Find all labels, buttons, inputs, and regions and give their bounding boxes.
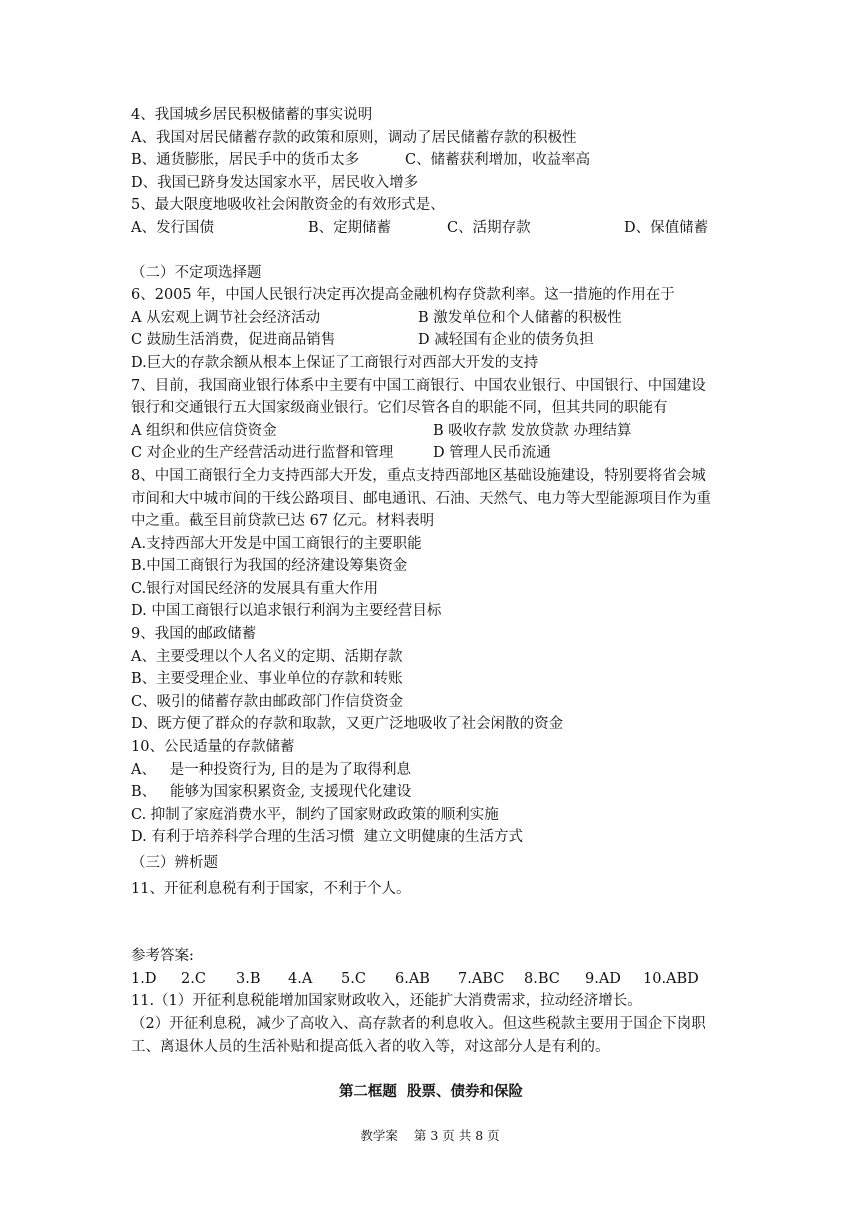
q9-option-d: D、既方便了群众的存款和取款，又更广泛地吸收了社会闲散的资金 bbox=[131, 716, 564, 733]
q6-option-d: D 减轻国有企业的债务负担 bbox=[418, 332, 594, 349]
q5-option-d: D、保值储蓄 bbox=[624, 219, 709, 236]
q7-option-b: B 吸收存款 发放贷款 办理结算 bbox=[433, 422, 632, 439]
q11-stem: 11、开征利息税有利于国家，不利于个人。 bbox=[131, 880, 411, 897]
q10-option-d: D. 有利于培养科学合理的生活习惯 建立文明健康的生活方式 bbox=[131, 829, 524, 846]
q10-option-c: C. 抑制了家庭消费水平，制约了国家财政政策的顺利实施 bbox=[131, 806, 499, 823]
q5-options bbox=[131, 217, 731, 240]
q9-stem: 9、我国的邮政储蓄 bbox=[131, 626, 257, 643]
q7-options-cd bbox=[131, 442, 731, 465]
answer-item: 4.A bbox=[288, 970, 313, 987]
q7-stem-line1: 7、目前，我国商业银行体系中主要有中国工商银行、中国农业银行、中国银行、中国建设 bbox=[131, 377, 706, 394]
answer-item: 6.AB bbox=[395, 970, 430, 987]
q9-option-b: B、主要受理企业、事业单位的存款和转账 bbox=[131, 671, 403, 688]
page-footer bbox=[0, 1126, 860, 1144]
q4-option-d: D、我国已跻身发达国家水平，居民收入增多 bbox=[131, 174, 419, 191]
answer-item: 8.BC bbox=[524, 970, 560, 987]
q6-options-cd bbox=[131, 329, 731, 352]
q8-option-d: D. 中国工商银行以追求银行利润为主要经营目标 bbox=[131, 603, 442, 620]
q8-stem-line1: 8、中国工商银行全力支持西部大开发，重点支持西部地区基础设施建设，特别要将省会城 bbox=[131, 467, 706, 484]
q9-option-c: C、吸引的储蓄存款由邮政部门作信贷资金 bbox=[131, 693, 404, 710]
q10-stem: 10、公民适量的存款储蓄 bbox=[131, 739, 295, 756]
q5-option-c: C、活期存款 bbox=[447, 219, 531, 236]
q5-stem: 5、最大限度地吸收社会闲散资金的有效形式是、 bbox=[131, 197, 445, 214]
answers-heading: 参考答案: bbox=[131, 948, 194, 965]
footer-page-number: 第 3 页 共 8 页 bbox=[413, 1128, 500, 1143]
section-heading-3: （三）辨析题 bbox=[131, 855, 218, 871]
q6-stem: 6、2005 年，中国人民银行决定再次提高金融机构存贷款利率。这一措施的作用在于 bbox=[131, 287, 675, 304]
section-heading-2: （二）不定项选择题 bbox=[131, 264, 262, 281]
q8-option-a: A.支持西部大开发是中国工商银行的主要职能 bbox=[131, 535, 422, 552]
q6-option-a: A 从宏观上调节社会经济活动 bbox=[131, 309, 321, 326]
q9-option-a: A、主要受理以个人名义的定期、活期存款 bbox=[131, 648, 403, 665]
answers-list bbox=[131, 968, 731, 991]
q4-option-c: C、储蓄获利增加，收益率高 bbox=[405, 152, 591, 169]
q5-option-b: B、定期储蓄 bbox=[308, 219, 392, 236]
q7-option-d: D 管理人民币流通 bbox=[433, 445, 551, 462]
q6-option-c: C 鼓励生活消费，促进商品销售 bbox=[131, 332, 336, 349]
q10-option-b: B、 能够为国家积累资金, 支援现代化建设 bbox=[131, 784, 412, 801]
q7-options-ab bbox=[131, 420, 731, 443]
q4-options-bc bbox=[131, 149, 731, 172]
answer-11-part2-line2: 工、离退休人员的生活补贴和提高低入者的收入等，对这部分人是有利的。 bbox=[131, 1038, 610, 1055]
q6-option-b: B 激发单位和个人储蓄的积极性 bbox=[418, 309, 622, 326]
q7-stem-line2: 银行和交通银行五大国家级商业银行。它们尽管各自的职能不同，但其共同的职能有 bbox=[131, 400, 668, 417]
q10-option-a: A、 是一种投资行为, 目的是为了取得利息 bbox=[131, 761, 412, 778]
answer-item: 9.AD bbox=[585, 970, 621, 987]
answer-11-part1: 11.（1）开征利息税能增加国家财政收入，还能扩大消费需求，拉动经济增长。 bbox=[131, 993, 642, 1010]
footer-label: 教学案 bbox=[360, 1128, 398, 1143]
answer-item: 10.ABD bbox=[643, 970, 699, 987]
answer-11-part2-line1: （2）开征利息税，减少了高收入、高存款者的利息收入。但这些税款主要用于国企下岗职 bbox=[131, 1015, 706, 1032]
q8-option-c: C.银行对国民经济的发展具有重大作用 bbox=[131, 580, 379, 597]
next-section-title: 第二框题 股票、债券和保险 bbox=[338, 1083, 524, 1101]
q6-option-e: D.巨大的存款余额从根本上保证了工商银行对西部大开发的支持 bbox=[131, 354, 539, 371]
q7-option-a: A 组织和供应信贷资金 bbox=[131, 422, 277, 439]
q8-stem-line2: 市间和大中城市间的干线公路项目、邮电通讯、石油、天然气、电力等大型能源项目作为重 bbox=[131, 490, 711, 507]
document-page bbox=[131, 104, 731, 1101]
answer-item: 3.B bbox=[236, 970, 261, 987]
q8-option-b: B.中国工商银行为我国的经济建设筹集资金 bbox=[131, 558, 408, 575]
q8-stem-line3: 中之重。截至目前贷款已达 67 亿元。材料表明 bbox=[131, 513, 435, 530]
q7-option-c: C 对企业的生产经营活动进行监督和管理 bbox=[131, 445, 394, 462]
answer-item: 7.ABC bbox=[458, 970, 505, 987]
answer-item: 2.C bbox=[181, 970, 206, 987]
q4-option-a: A、我国对居民储蓄存款的政策和原则，调动了居民储蓄存款的积极性 bbox=[131, 129, 577, 146]
answer-item: 1.D bbox=[131, 970, 157, 987]
answer-item: 5.C bbox=[341, 970, 366, 987]
q4-option-b: B、通货膨胀，居民手中的货币太多 bbox=[131, 152, 360, 169]
q5-option-a: A、发行国债 bbox=[131, 219, 214, 236]
q4-stem: 4、我国城乡居民积极储蓄的事实说明 bbox=[131, 107, 373, 123]
q6-options-ab bbox=[131, 307, 731, 330]
